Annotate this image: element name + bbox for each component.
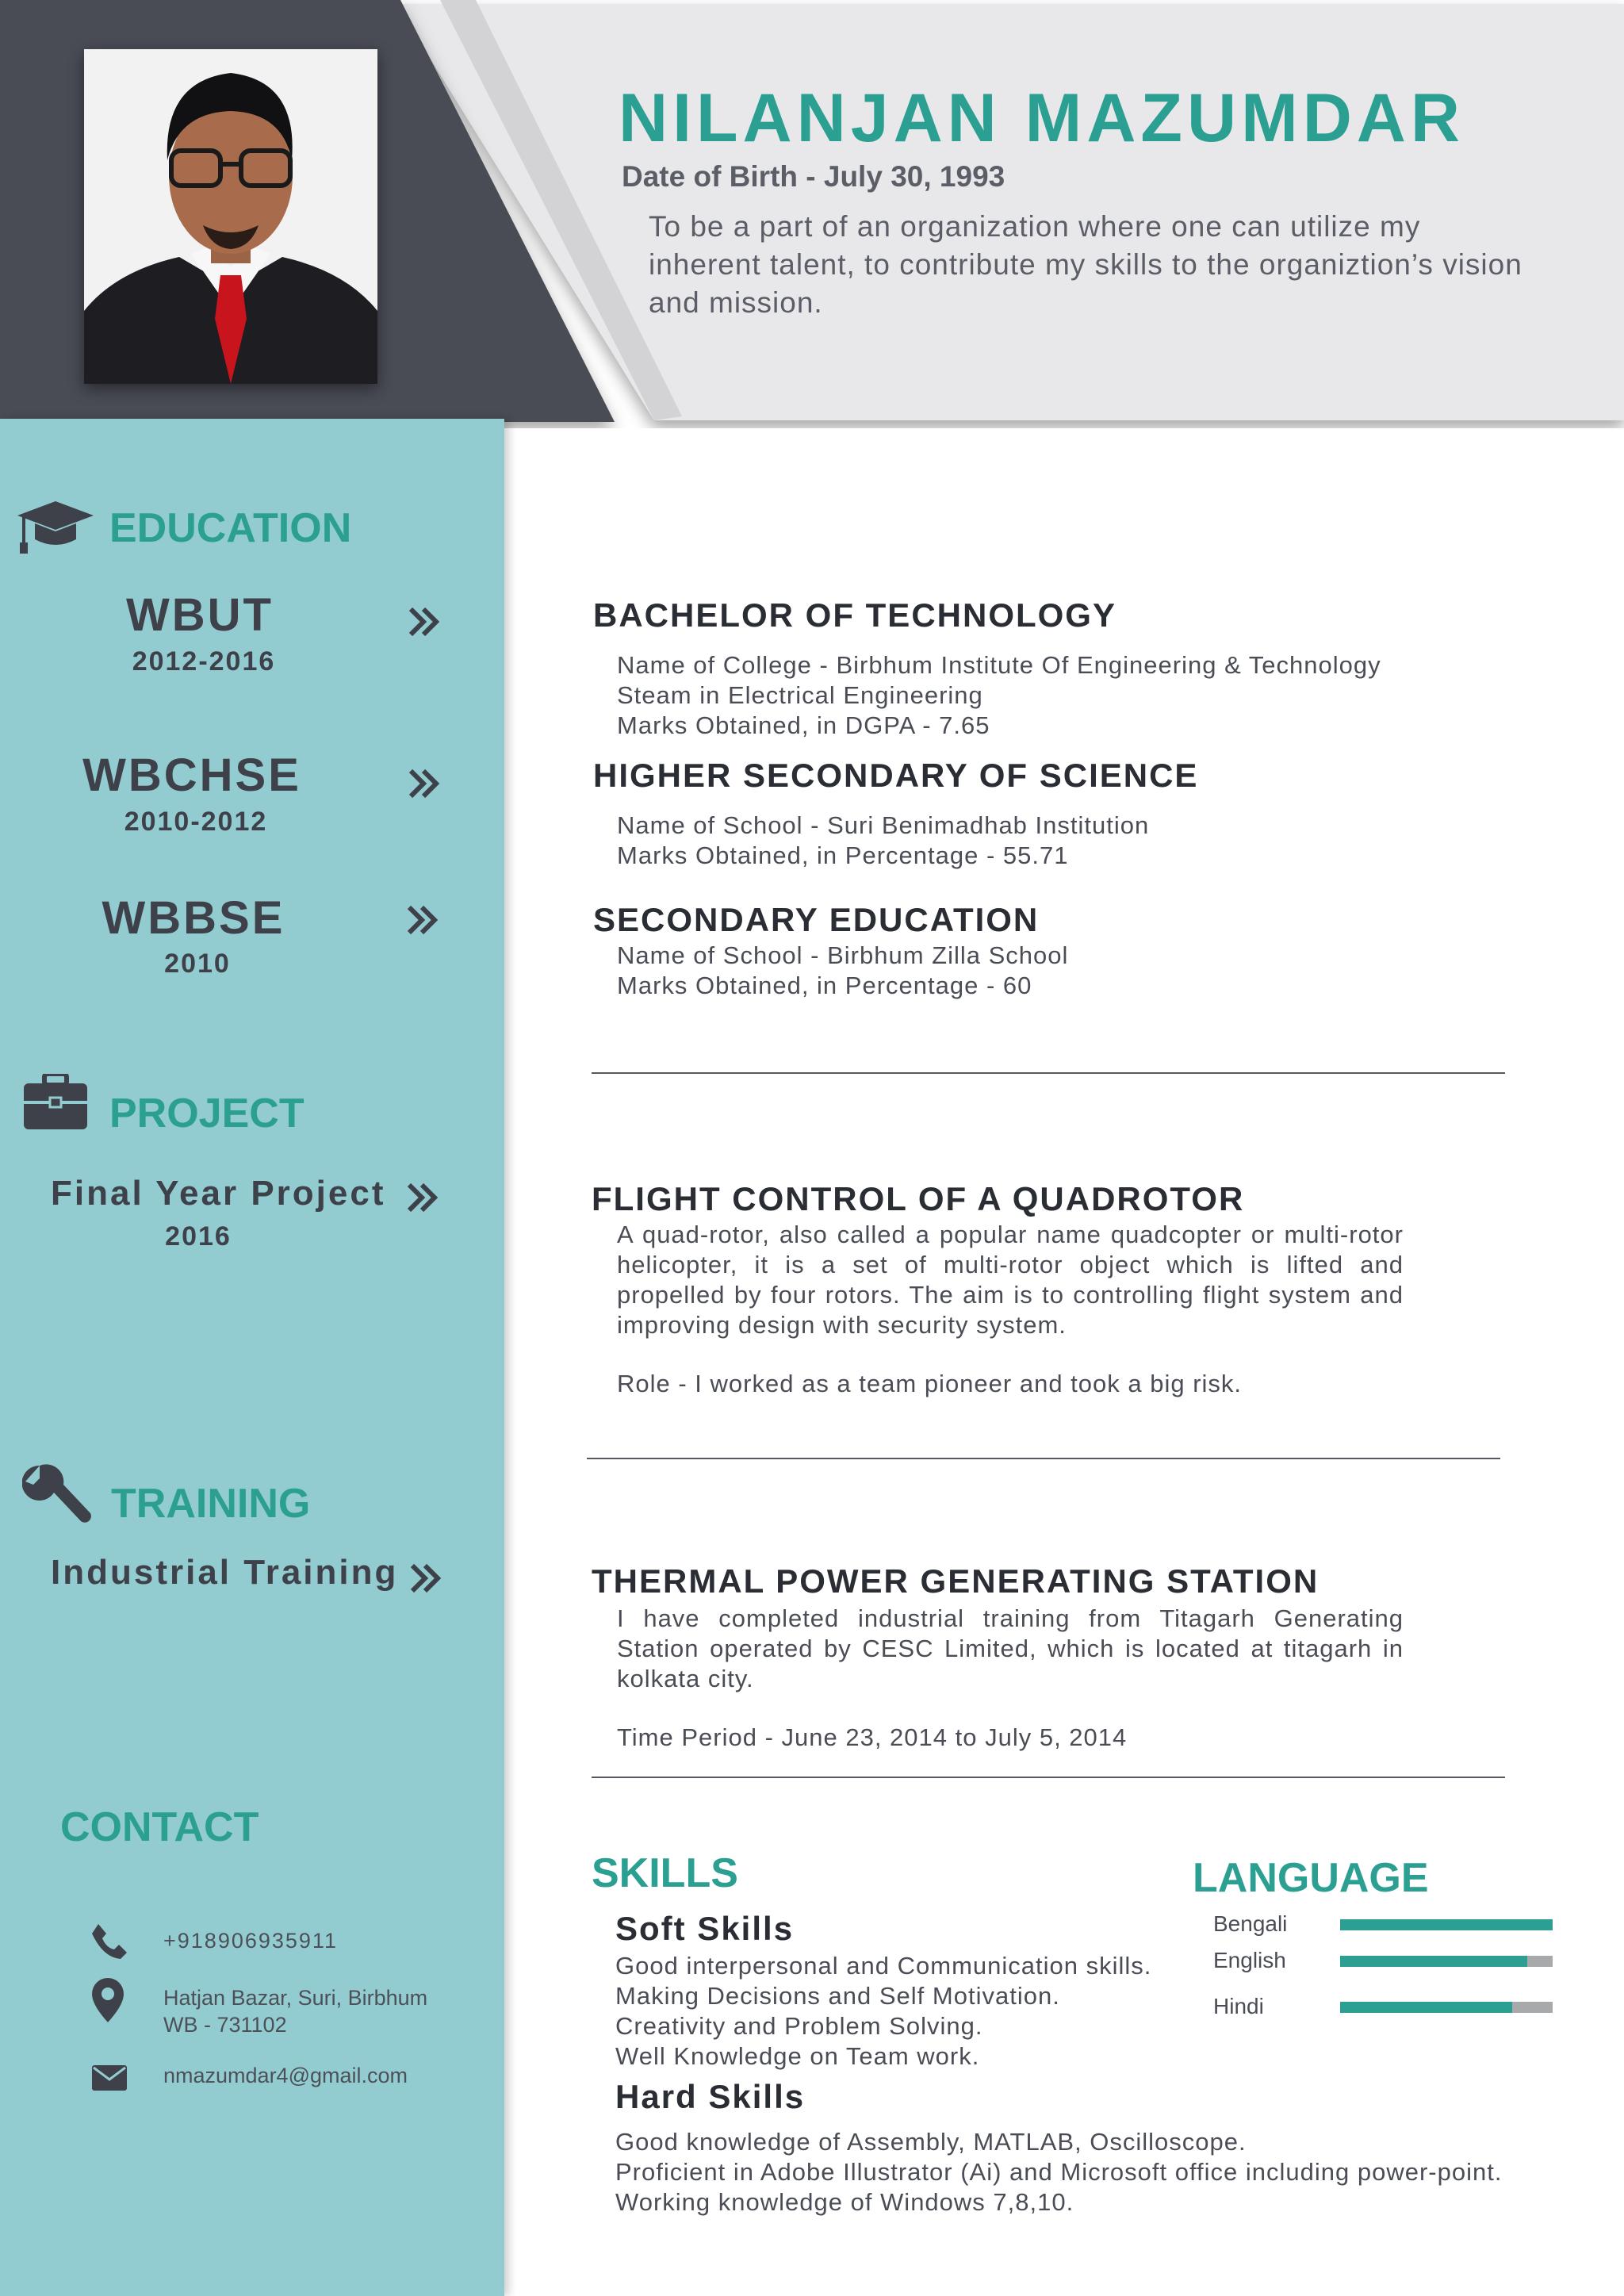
skills-title: SKILLS bbox=[592, 1850, 738, 1896]
btech-college: Name of College - Birbhum Institute Of Engineering & Technology bbox=[617, 651, 1381, 679]
secondary-marks: Marks Obtained, in Percentage - 60 bbox=[617, 972, 1032, 999]
project-title: FLIGHT CONTROL OF A QUADROTOR bbox=[592, 1180, 1245, 1217]
soft-skill-item: Creativity and Problem Solving. bbox=[615, 2012, 983, 2040]
education-board-wbbse: WBBSE bbox=[102, 892, 285, 944]
training-period: Time Period - June 23, 2014 to July 5, 2014 bbox=[617, 1723, 1128, 1751]
contact-address-line1: Hatjan Bazar, Suri, Birbhum bbox=[163, 1986, 428, 2010]
sidebar-project-title: PROJECT bbox=[109, 1091, 304, 1137]
soft-skill-item: Well Knowledge on Team work. bbox=[615, 2042, 980, 2070]
language-level-fill bbox=[1340, 1956, 1527, 1967]
training-name: Industrial Training bbox=[51, 1553, 399, 1592]
training-description: I have completed industrial training from Titagarh Generating Station operated by CESC Limited, which is located at titagarh in kolkata city. bbox=[617, 1604, 1404, 1692]
education-years-wbut: 2012-2016 bbox=[132, 646, 276, 677]
date-of-birth: Date of Birth - July 30, 1993 bbox=[622, 160, 1005, 193]
wrench-icon bbox=[22, 1464, 94, 1531]
hs-school: Name of School - Suri Benimadhab Institution bbox=[617, 811, 1150, 839]
language-label-hindi: Hindi bbox=[1213, 1994, 1264, 2018]
language-title: LANGUAGE bbox=[1193, 1855, 1429, 1901]
contact-address-line2: WB - 731102 bbox=[163, 2013, 287, 2037]
section-divider bbox=[592, 1072, 1505, 1074]
hs-marks: Marks Obtained, in Percentage - 55.71 bbox=[617, 841, 1069, 869]
hard-skill-item: Working knowledge of Windows 7,8,10. bbox=[615, 2188, 1074, 2216]
btech-marks: Marks Obtained, in DGPA - 7.65 bbox=[617, 711, 990, 739]
location-pin-icon bbox=[92, 1978, 124, 2022]
language-bar-bengali bbox=[1340, 1919, 1553, 1930]
language-level-fill bbox=[1340, 2002, 1512, 2013]
chevron-right-icon bbox=[408, 1561, 442, 1596]
contact-email[interactable]: nmazumdar4@gmail.com bbox=[163, 2064, 408, 2087]
soft-skill-item: Good interpersonal and Communication skills. bbox=[615, 1952, 1152, 1980]
training-title: THERMAL POWER GENERATING STATION bbox=[592, 1562, 1320, 1600]
btech-stream: Steam in Electrical Engineering bbox=[617, 681, 983, 709]
education-years-wbbse: 2010 bbox=[164, 949, 231, 979]
education-title-btech: BACHELOR OF TECHNOLOGY bbox=[593, 596, 1116, 634]
sidebar-training-title: TRAINING bbox=[111, 1481, 311, 1527]
envelope-icon bbox=[92, 2065, 127, 2091]
soft-skills-title: Soft Skills bbox=[615, 1910, 795, 1947]
candidate-name: NILANJAN MAZUMDAR bbox=[619, 80, 1465, 156]
phone-icon bbox=[90, 1922, 128, 1961]
project-role: Role - I worked as a team pioneer and took a big risk. bbox=[617, 1370, 1243, 1397]
project-description: A quad-rotor, also called a popular name quadcopter or multi-rotor helicopter, it is a set of multi-rotor object which is lifted and propelled by four rotors. The aim is to controlling flight system and improving design with security system. bbox=[617, 1221, 1404, 1339]
chevron-right-icon bbox=[406, 604, 441, 639]
chevron-right-icon bbox=[406, 766, 441, 801]
hard-skill-item: Good knowledge of Assembly, MATLAB, Oscilloscope. bbox=[615, 2128, 1247, 2156]
language-bar-english bbox=[1340, 1956, 1553, 1967]
language-bar-hindi bbox=[1340, 2002, 1553, 2013]
chevron-right-icon bbox=[404, 903, 439, 937]
sidebar-education-title: EDUCATION bbox=[109, 505, 352, 551]
project-name: Final Year Project bbox=[51, 1174, 386, 1213]
hard-skill-item: Proficient in Adobe Illustrator (Ai) and Microsoft office including power-point. bbox=[615, 2158, 1503, 2186]
language-label-english: English bbox=[1213, 1948, 1286, 1972]
education-board-wbut: WBUT bbox=[126, 589, 274, 641]
sidebar-contact-title: CONTACT bbox=[60, 1804, 259, 1850]
contact-phone: +918906935911 bbox=[163, 1929, 338, 1953]
education-years-wbchse: 2010-2012 bbox=[124, 807, 268, 837]
soft-skill-item: Making Decisions and Self Motivation. bbox=[615, 1982, 1060, 2010]
education-title-higher-secondary: HIGHER SECONDARY OF SCIENCE bbox=[593, 757, 1199, 794]
career-objective: To be a part of an organization where one can utilize my inherent talent, to contribute my skills to the organiztion’s vision and mission. bbox=[649, 210, 1522, 319]
briefcase-icon bbox=[24, 1074, 87, 1129]
project-year: 2016 bbox=[165, 1221, 232, 1251]
hard-skills-title: Hard Skills bbox=[615, 2078, 806, 2115]
chevron-right-icon bbox=[404, 1180, 439, 1215]
profile-photo bbox=[84, 49, 377, 384]
education-board-wbchse: WBCHSE bbox=[82, 749, 301, 801]
language-label-bengali: Bengali bbox=[1213, 1911, 1288, 1936]
secondary-school: Name of School - Birbhum Zilla School bbox=[617, 941, 1069, 969]
graduation-cap-icon bbox=[17, 501, 94, 554]
section-divider bbox=[592, 1777, 1505, 1778]
education-title-secondary: SECONDARY EDUCATION bbox=[593, 901, 1040, 938]
section-divider bbox=[587, 1458, 1500, 1459]
language-level-fill bbox=[1340, 1919, 1553, 1930]
